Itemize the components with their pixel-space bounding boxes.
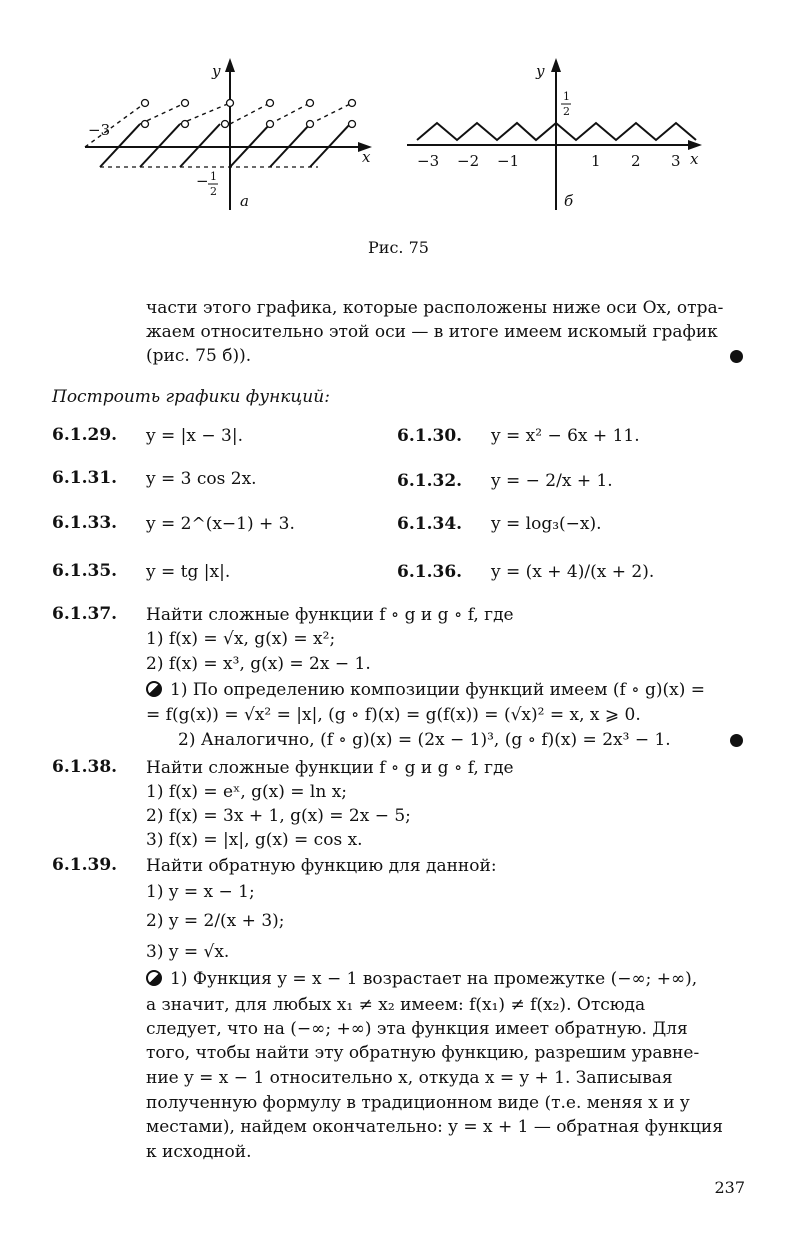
problem-number: 6.1.31. — [52, 468, 118, 488]
solution-start-marker — [146, 681, 162, 697]
p39-line: 1) y = x − 1; — [146, 882, 255, 902]
p37-line: = f(g(x)) = √x² = |x|, (g ∘ f)(x) = g(f(x)) = (√x)² = x, x ⩾ 0. — [146, 705, 641, 725]
problem-number: 6.1.39. — [52, 855, 118, 875]
page-number: 237 — [714, 1178, 745, 1197]
problem-expr: y = 2^(x−1) + 3. — [146, 514, 295, 534]
right-half-den: 2 — [563, 105, 570, 118]
p39-line: 1) Функция y = x − 1 возрастает на промежутке (−∞; +∞), — [170, 969, 698, 989]
left-y-label: y — [212, 62, 221, 80]
right-y-label: y — [536, 62, 545, 80]
p39-line: того, чтобы найти эту обратную функцию, разрешим уравне- — [146, 1043, 700, 1063]
tick-label: 2 — [631, 152, 641, 170]
p39-line: а значит, для любых x₁ ≠ x₂ имеем: f(x₁) ≠ f(x₂). Отсюда — [146, 995, 646, 1015]
left-x-label: x — [362, 148, 371, 166]
p39-solution-line — [146, 968, 697, 990]
left-panel-label: а — [240, 192, 249, 210]
p37-line: Найти сложные функции f ∘ g и g ∘ f, где — [146, 605, 514, 625]
tick-label: 1 — [591, 152, 601, 170]
problem-expr: y = − 2/x + 1. — [491, 471, 613, 491]
problem-expr: y = (x + 4)/(x + 2). — [491, 562, 655, 582]
p37-line: 2) Аналогично, (f ∘ g)(x) = (2x − 1)³, (g ∘ f)(x) = 2x³ − 1. — [178, 730, 671, 750]
problem-expr: y = log₃(−x). — [491, 514, 602, 534]
para-line-3: (рис. 75 б)). — [146, 346, 252, 366]
left-half-den: 2 — [210, 185, 217, 198]
right-y-arrow — [551, 58, 561, 72]
problem-expr: y = |x − 3|. — [146, 426, 243, 446]
p39-line: ние y = x − 1 относительно x, откуда x = y + 1. Записывая — [146, 1068, 673, 1088]
solution-start-marker — [146, 970, 162, 986]
right-x-arrow — [688, 140, 702, 150]
tick-label: 3 — [671, 152, 681, 170]
tick-label: −1 — [497, 152, 520, 170]
p38-line: 2) f(x) = 3x + 1, g(x) = 2x − 5; — [146, 806, 411, 826]
p38-line: Найти сложные функции f ∘ g и g ∘ f, где — [146, 758, 514, 778]
right-panel-label: б — [564, 192, 574, 210]
left-neg3-label: −3 — [88, 121, 111, 139]
figure-caption: Рис. 75 — [368, 238, 429, 257]
problem-number: 6.1.35. — [52, 561, 118, 581]
problem-expr: y = tg |x|. — [146, 562, 231, 582]
p37-line: 1) f(x) = √x, g(x) = x²; — [146, 629, 336, 649]
p38-line: 1) f(x) = eˣ, g(x) = ln x; — [146, 782, 348, 802]
p39-line: полученную формулу в традиционном виде (т.е. меняя x и y — [146, 1093, 690, 1113]
p38-line: 3) f(x) = |x|, g(x) = cos x. — [146, 830, 363, 850]
tick-label: −2 — [457, 152, 480, 170]
tick-label: −3 — [417, 152, 440, 170]
problem-number: 6.1.37. — [52, 604, 118, 624]
end-proof-marker — [730, 350, 743, 363]
problem-number: 6.1.36. — [397, 562, 463, 582]
problem-number: 6.1.32. — [397, 471, 463, 491]
figure-right — [407, 58, 702, 210]
problem-number: 6.1.34. — [397, 514, 463, 534]
left-half-minus: − — [196, 172, 209, 190]
p39-line: местами), найдем окончательно: y = x + 1 — обратная функция — [146, 1117, 723, 1137]
p39-line: 3) y = √x. — [146, 942, 230, 962]
p39-line: Найти обратную функцию для данной: — [146, 856, 497, 876]
problem-number: 6.1.33. — [52, 513, 118, 533]
end-proof-marker — [730, 734, 743, 747]
section-heading: Построить графики функций: — [52, 387, 330, 407]
left-y-arrow — [225, 58, 235, 72]
p37-line: 1) По определению композиции функций имеем (f ∘ g)(x) = — [170, 680, 705, 700]
para-line-1: части этого графика, которые расположены ниже оси Ox, отра- — [146, 298, 724, 318]
problem-number: 6.1.38. — [52, 757, 118, 777]
right-x-label: x — [690, 150, 699, 168]
problem-expr: y = 3 cos 2x. — [146, 469, 257, 489]
right-half-num: 1 — [563, 90, 570, 103]
p39-line: 2) y = 2/(x + 3); — [146, 911, 285, 931]
p37-solution-line — [146, 679, 705, 701]
left-half-num: 1 — [210, 170, 217, 183]
para-line-2: жаем относительно этой оси — в итоге имеем искомый график — [146, 322, 718, 342]
problem-number: 6.1.30. — [397, 426, 463, 446]
p37-line: 2) f(x) = x³, g(x) = 2x − 1. — [146, 654, 371, 674]
problem-expr: y = x² − 6x + 11. — [491, 426, 640, 446]
figure-left — [85, 58, 372, 210]
problem-number: 6.1.29. — [52, 425, 118, 445]
p39-line: к исходной. — [146, 1142, 252, 1162]
p39-line: следует, что на (−∞; +∞) эта функция имеет обратную. Для — [146, 1019, 688, 1039]
